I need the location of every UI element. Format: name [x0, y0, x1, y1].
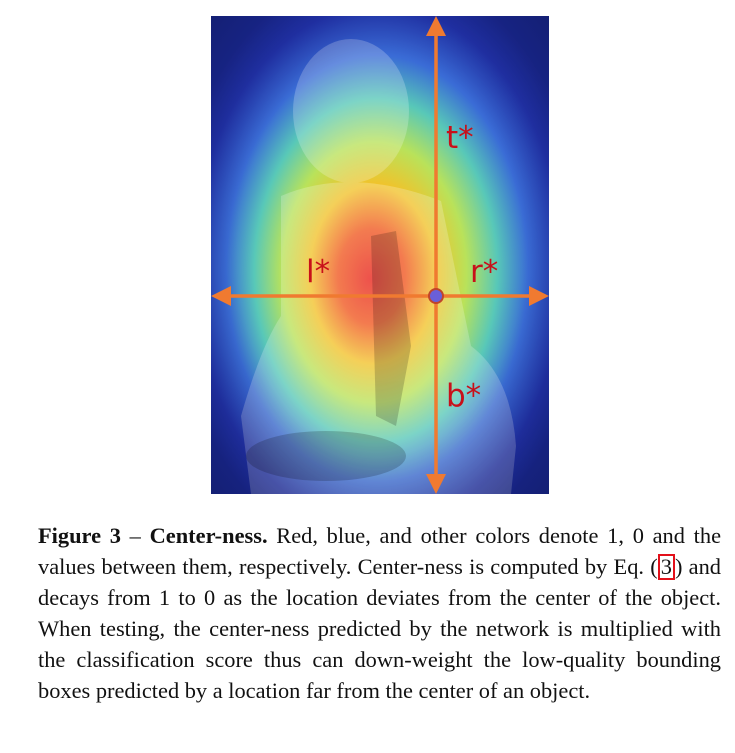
equation-ref-link[interactable]: 3: [658, 554, 675, 580]
arrow-head-down: [426, 474, 446, 494]
location-point: [429, 289, 443, 303]
caption-title: Center-ness.: [149, 523, 268, 548]
label-bottom: b*: [446, 378, 482, 414]
caption-text-1: Red, blue, and other colors denote 1, 0 and the values between them, respectively. Center-ness is computed by Eq. (: [38, 523, 722, 579]
arrow-head-left: [211, 286, 231, 306]
arrow-head-right: [529, 286, 549, 306]
caption-text-2: ) and decays from 1 to 0 as the location deviates from the center of the object. When testing, the center-ness predicted by the network is multiplied with the classification score thus can down-weight the low-quality bounding boxes predicted by a location far from the center of an object.: [38, 554, 721, 703]
label-left: l*: [306, 254, 331, 290]
label-right: r*: [470, 254, 499, 290]
label-top: t*: [446, 120, 474, 156]
arrow-head-up: [426, 16, 446, 36]
figure-label: Figure 3: [38, 523, 121, 548]
caption-dash: –: [120, 523, 150, 548]
figure-caption: [38, 520, 721, 706]
